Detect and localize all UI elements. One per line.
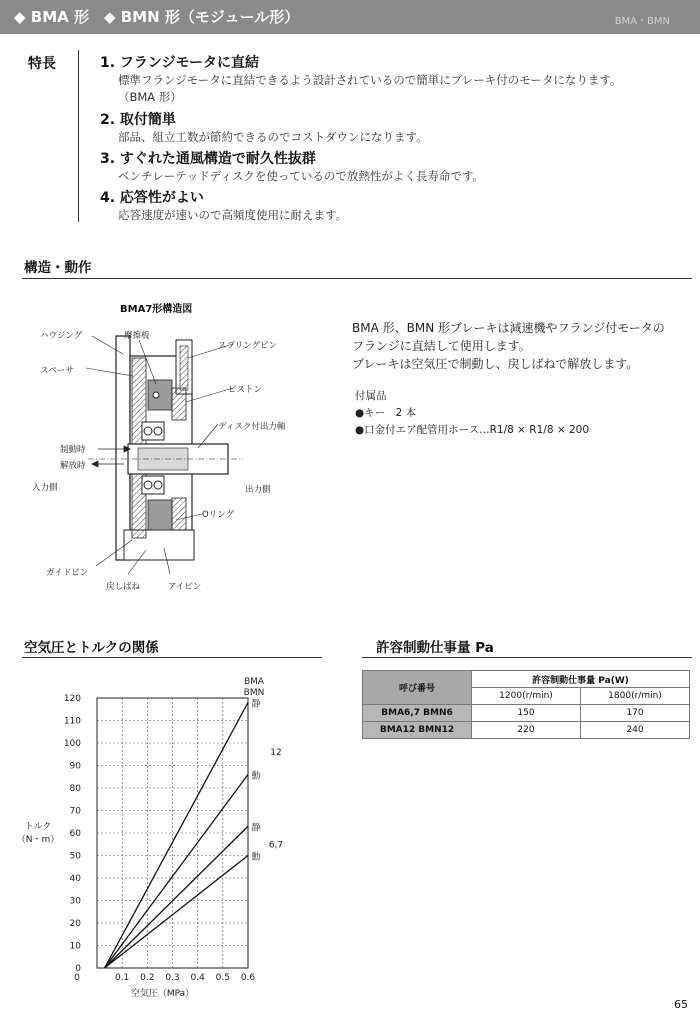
table-cell: 150 [472, 705, 581, 722]
table-cell: 240 [581, 722, 690, 739]
label-friction-plate: 摩擦板 [124, 331, 150, 341]
feature-item-2 [100, 109, 428, 146]
structure-description-line: ブレーキは空気圧で制動し、戻しばねで解放します。 [352, 357, 639, 371]
page-title: ◆ BMA 形 ◆ BMN 形（モジュール形） [14, 8, 300, 26]
capacity-heading: 許容制動仕事量 Pa [376, 640, 494, 656]
legend-header: BMN [243, 688, 265, 698]
y-tick-label: 40 [69, 874, 81, 884]
table-row-name: BMA12 BMN12 [363, 722, 472, 739]
table-row [363, 705, 690, 722]
label-release: 解放時 [60, 461, 86, 471]
feature-title: 2. 取付簡単 [100, 112, 176, 128]
features-divider [78, 50, 79, 222]
y-tick-label: 70 [69, 806, 81, 817]
table-header-group: 許容制動仕事量 Pa(W) [472, 671, 690, 688]
series-label: 静 [251, 699, 261, 710]
accessories-title: 付属品 [355, 390, 387, 402]
label-guide-pin: ガイドピン [46, 568, 89, 578]
page-number: 65 [674, 998, 688, 1011]
table-cell: 220 [472, 722, 581, 739]
y-tick-label: 10 [69, 941, 81, 952]
legend-header: BMA [243, 677, 265, 687]
series-label: 静 [251, 823, 261, 834]
y-axis-label: トルク [24, 822, 52, 832]
torque-heading-rule [22, 657, 322, 658]
diagram-title: BMA7形構造図 [120, 304, 193, 315]
capacity-heading-rule [362, 657, 692, 658]
y-tick-label: 100 [63, 739, 81, 749]
y-tick-label: 0 [75, 964, 81, 974]
y-tick-label: 80 [69, 784, 81, 794]
x-axis-label: 空気圧（MPa） [130, 989, 195, 999]
torque-chart [0, 660, 340, 1000]
label-spacer: スペーサ [40, 366, 75, 376]
y-tick-label: 60 [69, 829, 81, 839]
table-row-name: BMA6,7 BMN6 [363, 705, 472, 722]
structure-heading: 構造・動作 [24, 260, 92, 276]
table-header-name: 呼び番号 [363, 671, 472, 705]
series-group-label: 12 [270, 748, 282, 758]
label-disc-shaft: ディスク付出力軸 [218, 422, 286, 432]
x-tick-label: 0.3 [165, 973, 180, 983]
y-tick-label: 110 [63, 716, 81, 727]
accessory-item: ●キー 2 本 [355, 407, 417, 419]
x-tick-label: 0.1 [115, 973, 130, 983]
feature-desc: ベンチレーテッドディスクを使っているので放熱性がよく長寿命です。 [118, 169, 484, 183]
x-tick-label: 0 [74, 973, 80, 983]
y-tick-label: 120 [63, 694, 81, 704]
feature-desc: （BMA 形） [118, 90, 182, 104]
x-tick-label: 0.6 [240, 973, 256, 983]
structure-description-line: BMA 形、BMN 形ブレーキは減速機やフランジ付モータの [352, 321, 665, 335]
table-header-speed: 1200(r/min) [472, 688, 581, 705]
x-tick-label: 0.2 [140, 973, 155, 983]
torque-chart-heading: 空気圧とトルクの関係 [24, 640, 159, 656]
y-tick-label: 90 [69, 761, 81, 772]
x-tick-label: 0.5 [215, 973, 230, 983]
label-o-ring: Oリング [202, 510, 235, 520]
feature-title: 1. フランジモータに直結 [100, 55, 260, 71]
series-group-label: 6,7 [268, 840, 284, 851]
x-tick-label: 0.4 [190, 973, 205, 983]
capacity-table [362, 670, 690, 739]
table-row [363, 722, 690, 739]
y-tick-label: 50 [69, 851, 81, 862]
feature-item-4 [100, 187, 347, 224]
label-eye-pin: アイピン [168, 582, 202, 592]
feature-desc: 標準フランジモータに直結できるよう設計されているので簡単にブレーキ付のモータになります。 [118, 73, 622, 87]
table-cell: 170 [581, 705, 690, 722]
feature-item-3 [100, 148, 484, 185]
series-label: 動 [251, 852, 261, 863]
features-label: 特長 [28, 56, 56, 72]
structure-heading-rule [22, 278, 692, 279]
header-right-label: BMA・BMN [614, 16, 670, 27]
label-housing: ハウジング [40, 331, 83, 341]
label-output-side: 出力側 [245, 485, 271, 495]
structure-description-line: フランジに直結して使用します。 [352, 339, 531, 353]
brake-structure-diagram [28, 318, 328, 598]
label-input-side: 入力側 [32, 483, 58, 493]
feature-title: 3. すぐれた通風構造で耐久性抜群 [100, 151, 316, 167]
feature-desc: 部品、組立工数が節約できるのでコストダウンになります。 [118, 130, 428, 144]
table-header-speed: 1800(r/min) [581, 688, 690, 705]
series-label: 動 [251, 771, 261, 782]
label-piston: ピストン [228, 385, 263, 395]
feature-item-1 [100, 52, 621, 106]
label-braking: 制動時 [60, 445, 86, 455]
label-return-spring: 戻しばね [106, 582, 141, 592]
feature-title: 4. 応答性がよい [100, 190, 204, 206]
y-axis-label-unit: （N・m） [16, 835, 60, 845]
y-tick-label: 30 [69, 896, 81, 907]
y-tick-label: 20 [69, 919, 81, 929]
accessory-item: ●口金付エア配管用ホース…R1/8 × R1/8 × 200 [355, 424, 590, 436]
feature-desc: 応答速度が速いので高頻度使用に耐えます。 [118, 208, 348, 222]
label-spring-pin: スプリングピン [218, 341, 277, 351]
